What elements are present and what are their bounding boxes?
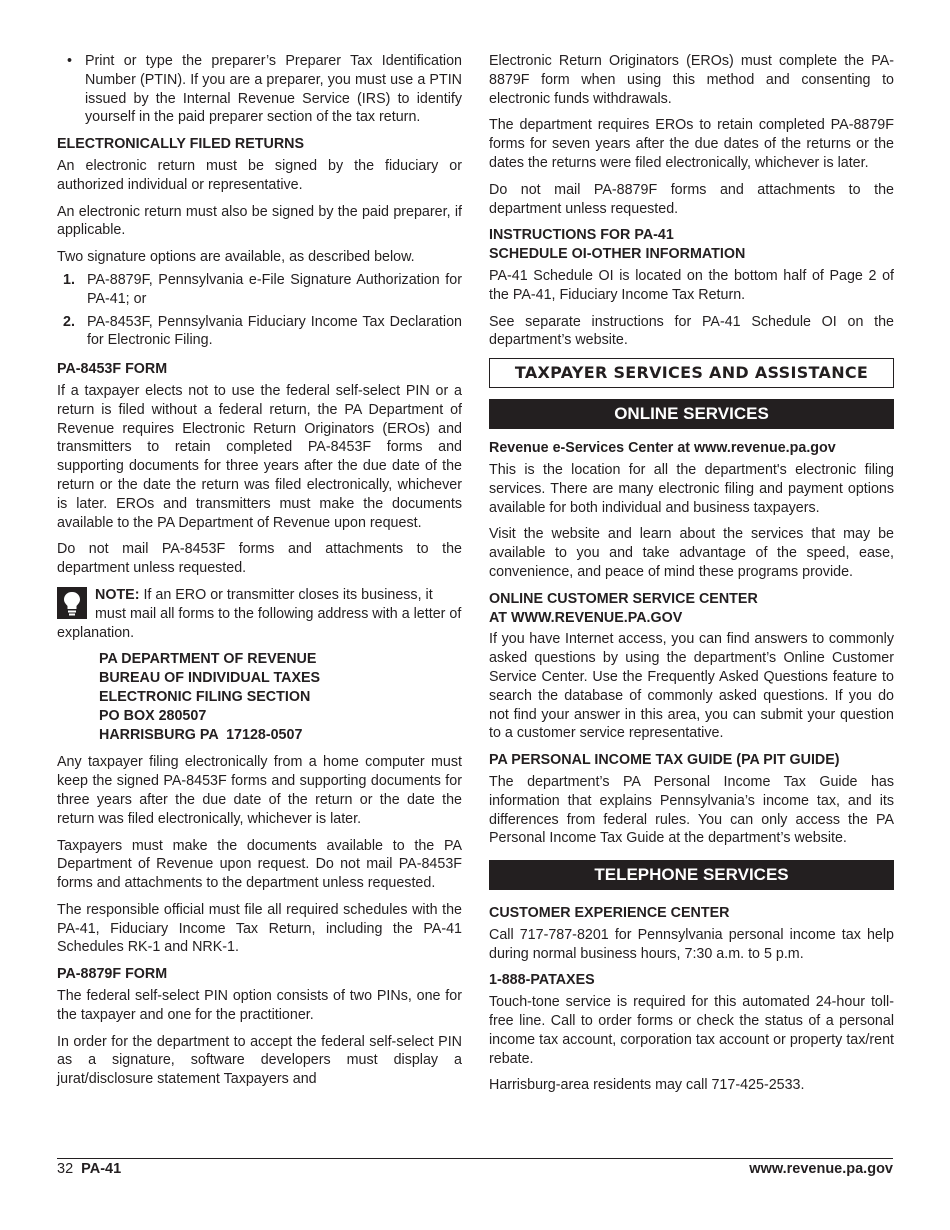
option-text: PA-8453F, Pennsylvania Fiduciary Income Tax Declaration for Electronic Filing. <box>87 313 462 349</box>
online-services-bar: ONLINE SERVICES <box>489 399 894 429</box>
note-block <box>57 586 462 642</box>
address-line: PA DEPARTMENT OF REVENUE <box>99 651 317 668</box>
customer-experience-heading: CUSTOMER EXPERIENCE CENTER <box>489 905 730 922</box>
address-line: HARRISBURG PA 17128-0507 <box>99 727 303 744</box>
pataxes-heading: 1-888-PATAXES <box>489 972 595 989</box>
option-number: 1 <box>63 271 71 288</box>
address-line: ELECTRONIC FILING SECTION <box>99 689 311 706</box>
footer-page-info <box>57 1161 121 1177</box>
e-services-paragraph-1: This is the location for all the department's electronic filing services. There are many electronic filing and payment options available for both individual and business taxpayers. <box>489 461 894 516</box>
note-text: If an ERO or transmitter closes its business, it must mail all forms to the following address with a letter of explanation. <box>57 586 462 641</box>
option-item-1: 1. PA-8879F, Pennsylvania e-File Signature Authorization for PA-41; or <box>63 271 462 307</box>
online-customer-service-paragraph: If you have Internet access, you can find answers to commonly asked questions by using the department’s Online Customer Service Center. Use the Frequently Asked Questions feature to search the database of commonly asked questions. If you do not find your answer in this area, you can submit your question to a customer service representative. <box>489 631 894 742</box>
left-column <box>57 52 462 1097</box>
bullet-text: Print or type the preparer’s Preparer Tax Identification Number (PTIN). If you are a preparer, you must use a PTIN issued by the Internal Revenue Service (IRS) to identify yourself in the paid preparer section of the tax return. <box>85 53 462 126</box>
form-8453f-heading: PA-8453F FORM <box>57 361 168 378</box>
form-8453f-paragraph-1: If a taxpayer elects not to use the federal self-select PIN or a return is filed without a federal return, the PA Department of Revenue requires Electronic Return Originators (EROs) and transmitters to retain completed PA-8453F forms and supporting documents for three years after the due date of the return or the date the return was filed electronically, whichever is later. EROs and transmitters must make the documents available to the PA Department of Revenue upon request. <box>57 382 462 531</box>
page-number: 32 <box>57 1161 74 1177</box>
schedule-oi-paragraph-1: PA-41 Schedule OI is located on the bottom half of Page 2 of the PA-41, Fiduciary Income Tax Return. <box>489 267 894 303</box>
efile-heading: ELECTRONICALLY FILED RETURNS <box>57 136 305 153</box>
efile-paragraph-2: An electronic return must also be signed by the paid preparer, if applicable. <box>57 203 462 239</box>
option-number: 2 <box>63 313 71 330</box>
telephone-services-bar: TELEPHONE SERVICES <box>489 860 894 890</box>
right-column <box>489 52 894 1103</box>
preparer-bullet <box>57 52 462 127</box>
schedule-oi-paragraph-2: See separate instructions for PA-41 Schedule OI on the department’s website. <box>489 313 894 349</box>
address-line: PO BOX 280507 <box>99 708 207 725</box>
home-computer-paragraph: Any taxpayer filing electronically from a home computer must keep the signed PA-8453F forms and supporting documents for three years after the due date of the return or the date the return was filed electronically, whichever is later. <box>57 754 462 827</box>
schedule-oi-heading-line-1: INSTRUCTIONS FOR PA-41 <box>489 227 674 244</box>
documents-available-paragraph: Taxpayers must make the documents available to the PA Department of Revenue upon request. Do not mail PA-8453F forms and attachments to the department unless requested. <box>57 837 462 892</box>
form-name: PA-41 <box>81 1161 122 1177</box>
efile-paragraph-1: An electronic return must be signed by the fiduciary or authorized individual or representative. <box>57 157 462 193</box>
note-label: NOTE: <box>95 586 140 603</box>
pit-guide-heading: PA PERSONAL INCOME TAX GUIDE (PA PIT GUIDE) <box>489 752 840 769</box>
form-8879f-heading: PA-8879F FORM <box>57 966 168 983</box>
efile-paragraph-3: Two signature options are available, as described below. <box>57 249 415 266</box>
schedule-oi-heading-line-2: SCHEDULE OI-OTHER INFORMATION <box>489 246 746 263</box>
mailing-address <box>99 650 462 745</box>
address-line: BUREAU OF INDIVIDUAL TAXES <box>99 670 321 687</box>
responsible-official-paragraph: The responsible official must file all required schedules with the PA-41, Fiduciary Income Tax Return, including the PA-41 Schedules RK-1 and NRK-1. <box>57 901 462 956</box>
footer-website: www.revenue.pa.gov <box>749 1161 893 1177</box>
form-8879f-paragraph-1: The federal self-select PIN option consists of two PINs, one for the taxpayer and one for the practitioner. <box>57 988 462 1023</box>
ocsc-heading-line-2: AT WWW.REVENUE.PA.GOV <box>489 609 683 626</box>
taxpayer-services-title: TAXPAYER SERVICES AND ASSISTANCE <box>489 358 894 388</box>
schedule-oi-heading <box>489 226 894 264</box>
no-mail-paragraph: Do not mail PA-8879F forms and attachments to the department unless requested. <box>489 181 894 217</box>
form-8453f-paragraph-2: Do not mail PA-8453F forms and attachments to the department unless requested. <box>57 541 462 577</box>
pataxes-paragraph: Touch-tone service is required for this automated 24-hour toll-free line. Call to order forms or check the status of a personal income tax account, corporation tax account or property tax/rent rebate. <box>489 994 894 1067</box>
ocsc-heading-line-1: ONLINE CUSTOMER SERVICE CENTER <box>489 590 758 607</box>
ero-paragraph: Electronic Return Originators (EROs) must complete the PA-8879F form when using this method and consenting to electronic funds withdrawals. <box>489 53 894 107</box>
pit-guide-paragraph: The department’s PA Personal Income Tax Guide has information that explains Pennsylvania’s income tax, and its differences from federal rules. You can only access the PA Personal Income Tax Guide at the department’s website. <box>489 773 894 847</box>
lightbulb-icon <box>57 587 87 619</box>
customer-experience-paragraph: Call 717-787-8201 for Pennsylvania personal income tax help during normal business hours, 7:30 a.m. to 5 p.m. <box>489 926 894 962</box>
option-text: PA-8879F, Pennsylvania e-File Signature Authorization for PA-41; or <box>87 271 462 307</box>
retain-paragraph: The department requires EROs to retain completed PA-8879F forms for seven years after the due dates of the returns or the dates the returns were filed electronically, whichever is later. <box>489 117 894 171</box>
page-footer <box>57 1158 893 1177</box>
e-services-paragraph-2: Visit the website and learn about the services that may be available to you and take advantage of the speed, ease, convenience, and peace of mind these programs provide. <box>489 526 894 580</box>
form-8879f-paragraph-2: In order for the department to accept the federal self-select PIN as a signature, software developers must display a jurat/disclosure statement Taxpayers and <box>57 1033 462 1088</box>
bullet-dot: • <box>67 53 73 69</box>
online-customer-service-heading <box>489 590 894 628</box>
harrisburg-paragraph: Harrisburg-area residents may call 717-425-2533. <box>489 1077 805 1094</box>
option-item-2: 2. PA-8453F, Pennsylvania Fiduciary Income Tax Declaration for Electronic Filing. <box>63 313 462 349</box>
e-services-heading: Revenue e-Services Center at www.revenue.pa.gov <box>489 440 836 457</box>
